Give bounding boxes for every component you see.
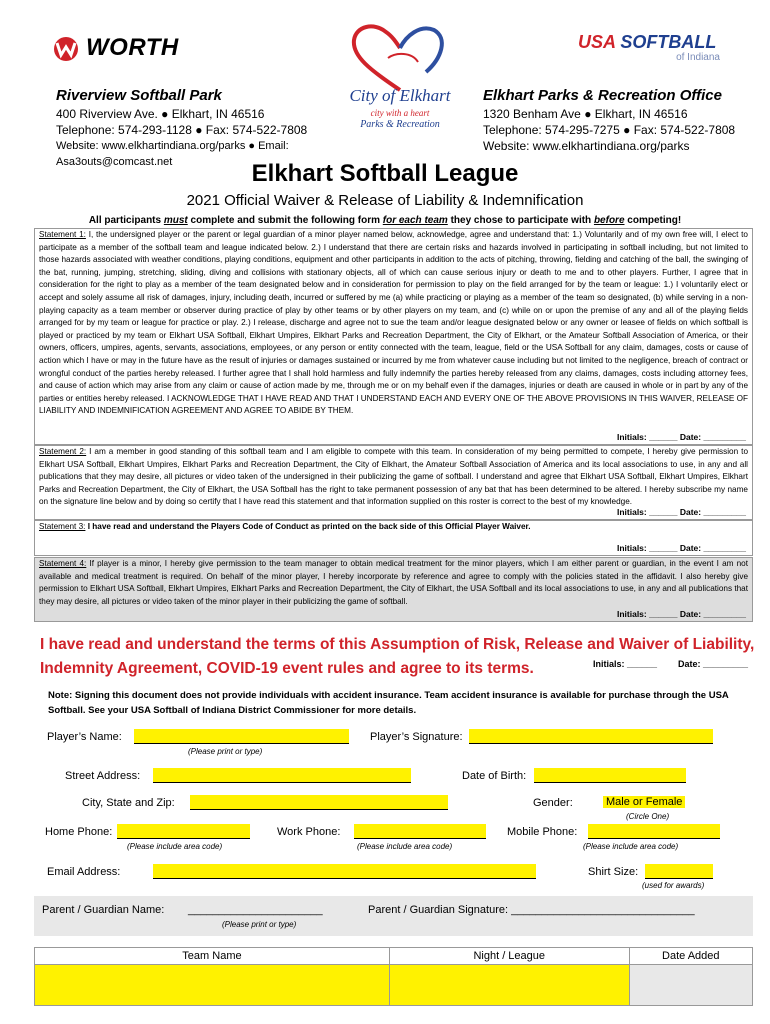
work-phone-label: Work Phone:: [277, 826, 341, 838]
street-address-field[interactable]: [153, 768, 411, 783]
work-phone-field[interactable]: [354, 824, 486, 839]
statement-3-text: I have read and understand the Players Code of Conduct as printed on the back side of this Official Player Waiver.: [85, 522, 531, 531]
parent-signature-field[interactable]: Parent / Guardian Signature: ______________________________: [368, 904, 695, 916]
usa-logo-usa: USA: [578, 32, 616, 52]
page-title: Elkhart Softball League: [251, 160, 519, 187]
agreement-date[interactable]: Date: _________: [678, 659, 749, 669]
statement-3-initials[interactable]: Initials: ______ Date: _________: [616, 543, 746, 554]
worth-w-icon: [52, 36, 84, 62]
insurance-note: Note: Signing this document does not provide individuals with accident insurance. Team accident insurance is available for purchase through the USA Softball. See your USA Softball of Indiana District Commissioner for more details.: [48, 690, 729, 716]
shirt-size-hint: (used for awards): [642, 881, 705, 890]
instr-c: complete and submit the following form: [187, 215, 383, 226]
parent-name-hint: (Please print or type): [222, 920, 297, 929]
agreement-text: [40, 633, 760, 681]
player-signature-field[interactable]: [469, 729, 713, 744]
statement-2: [34, 445, 753, 520]
riverview-address-block: [56, 86, 376, 170]
parks-office-address-block: [483, 86, 763, 154]
worth-logo: [52, 36, 192, 64]
mobile-phone-hint: (Please include area code): [583, 842, 679, 851]
statement-2-initials[interactable]: Initials: ______ Date: _________: [616, 507, 746, 518]
mobile-phone-label: Mobile Phone:: [507, 826, 578, 838]
parks-office-web: Website: www.elkhartindiana.org/parks: [483, 139, 690, 153]
gender-field[interactable]: Male or Female: [603, 796, 685, 808]
statement-4-label: Statement 4:: [39, 559, 87, 568]
mobile-phone-field[interactable]: [588, 824, 720, 839]
home-phone-field[interactable]: [117, 824, 250, 839]
city-logo-title: City of Elkhart: [349, 86, 451, 105]
player-name-label: Player’s Name:: [47, 731, 122, 743]
statement-2-text: I am a member in good standing of this softball team and I am eligible to compete with this team. In consideration of my being permitted to compete, I hereby give permission to Elkhart USA Softball, Elkhart Umpires, Elkhart Parks and Recreation Department, the City of Elkhart, the Amateur Softball Association of America and its local associations to use, in any and all publications that they may desire, all pictures or video taken of the undersigned in their publicizing the game of softball. I understand and agree that Elkhart USA Softball, Elkhart Umpires, Elkhart Parks and Recreation Department, the City of Elkhart, the USA Softball has the right to take permanent possession of any bat that has been determined to be altered. I hereby subscribe my name on the signature line below and by doing so certify that I have read this statement and that information supplied on this roster is correct to the best of my knowledge.: [39, 447, 748, 507]
dob-label: Date of Birth:: [462, 770, 527, 782]
shirt-size-label: Shirt Size:: [588, 866, 639, 878]
instructions: [0, 215, 770, 226]
instr-before: before: [593, 215, 625, 226]
agreement-line-2: Indemnity Agreement, COVID-19 event rules and agree to its terms.: [40, 660, 534, 677]
statement-3-label: Statement 3:: [39, 522, 86, 531]
night-league-header: Night / League: [389, 948, 629, 965]
shirt-size-field[interactable]: [645, 864, 713, 879]
dob-field[interactable]: [534, 768, 686, 783]
worth-logo-text: WORTH: [86, 34, 179, 61]
player-name-field[interactable]: [134, 729, 349, 744]
usa-logo-sub: of Indiana: [676, 52, 720, 63]
instr-a: All participants: [88, 215, 164, 226]
gender-hint: (Circle One): [626, 812, 670, 821]
agreement-line-1: I have read and understand the terms of this Assumption of Risk, Release and Waiver of Liability,: [40, 636, 755, 653]
statement-1-initials[interactable]: Initials: ______ Date: _________: [616, 432, 746, 443]
city-state-zip-field[interactable]: [190, 795, 448, 810]
work-phone-hint: (Please include area code): [357, 842, 453, 851]
team-table-row: [35, 965, 753, 1006]
email-field[interactable]: [153, 864, 536, 879]
riverview-address: 400 Riverview Ave. ● Elkhart, IN 46516: [56, 107, 265, 121]
usa-logo-softball: SOFTBALL: [620, 32, 717, 52]
parent-name-field[interactable]: ______________________: [188, 904, 323, 916]
team-name-cell[interactable]: [35, 965, 390, 1006]
parks-office-name: Elkhart Parks & Recreation Office: [483, 87, 722, 104]
usa-softball-logo: [578, 32, 728, 68]
statement-1-text: I, the undersigned player or the parent or legal guardian of a minor player named below, acknowledge, agree and understand that: 1.) Voluntarily and of my own free will, I elect to participate as a member of the softball team and league indicated below. 2.) I understand that there are certain risks and hazards involved in participating in softball including, but not limited to those hazards associated with weather conditions, playing conditions, equipment and other participants in addition to the acts of pitching, throwing, fielding and catching of the ball, the swinging of the bat, running, jumping, stretching, sliding, diving and collisions with stationary objects, all of which can cause serious injury or death to me and to other players. Further, I agree that in consideration for the right to play as a member of the team designated below and in consideration for permission to play on the field arranged for by the team or league: 1.) I voluntarily elect or accept and solely assume all risk of damages, injury, including death, incurred or suffered by me (a) while practicing or playing as a member of the team so designated, (b) while serving in a non-playing capacity as a team member or observer during practice of play by other teams or by other players on my team, and (c) while on or upon the premise of any and all of the playing fields arranged for by my team or league for practice or play. 2.) I release, discharge and agree not to sue the team and/or league designated below or any owner or leasee of fields on which softball is played or practiced by my team or Elkhart USA Softball, Elkhart Umpires, Elkhart Parks and Recreation Department, the City of Elkhart, or the Amateur Softball Association of America, or their owners, officers, umpires, agents, servants, associations, employees, or any person or entity connected with the team, league, field or the USA Softball for any claim, damages, costs or cause of action which I have or may in the future have as the result of injuries or damages sustained or incurred by me from whatever cause including but not limited to the negligence, breach of contract or wrongful conduct of the parties hereby released. I further agree that I shall hold harmless and fully indemnify the parties hereby released from any claims, damages, costs including attorney fees, and cause of action which may arise from any claim or cause of action made by me, through me or on my behalf even if the damages, injuries or death are caused in whole or in part by any of the parties or entities hereby released. I ACKNOWLEDGE THAT I HAVE READ AND THAT I UNDERSTAND EACH AND EVERY ONE OF THE ABOVE PROVISIONS IN THIS WAIVER, RELEASE OF LIABILITY AND INDEMNIFICATION AGREEMENT AND AGREE TO ABIDE BY THEM.: [39, 230, 748, 416]
instr-g: competing!: [624, 215, 682, 226]
statement-4-initials[interactable]: Initials: ______ Date: _________: [616, 609, 746, 620]
street-address-label: Street Address:: [65, 770, 141, 782]
parent-guardian-row: [34, 896, 753, 936]
player-signature-label: Player’s Signature:: [370, 731, 463, 743]
statement-1: [34, 228, 753, 445]
instr-must: must: [163, 215, 188, 226]
riverview-name: Riverview Softball Park: [56, 87, 222, 104]
team-table: [34, 947, 753, 1006]
riverview-phone: Telephone: 574-293-1128 ● Fax: 574-522-7808: [56, 123, 308, 137]
team-name-header: Team Name: [35, 948, 390, 965]
date-added-cell: [629, 965, 752, 1006]
night-league-cell[interactable]: [389, 965, 629, 1006]
home-phone-label: Home Phone:: [45, 826, 113, 838]
city-logo-dept: Parks & Recreation: [360, 119, 440, 130]
parks-office-phone: Telephone: 574-295-7275 ● Fax: 574-522-7808: [483, 123, 736, 137]
page-subtitle: 2021 Official Waiver & Release of Liability & Indemnification: [186, 192, 584, 209]
instr-e: they chose to participate with: [447, 215, 594, 226]
statement-3: [34, 520, 753, 556]
agreement-initials[interactable]: Initials: ______: [593, 659, 658, 669]
riverview-web: Website: www.elkhartindiana.org/parks ● Email: Asa3outs@comcast.net: [56, 140, 289, 168]
email-label: Email Address:: [47, 866, 121, 878]
statement-4: [34, 557, 753, 622]
instr-each-team: for each team: [382, 215, 448, 226]
home-phone-hint: (Please include area code): [127, 842, 223, 851]
parent-name-label: Parent / Guardian Name:: [42, 904, 165, 916]
city-state-zip-label: City, State and Zip:: [82, 797, 175, 809]
city-logo-tagline: city with a heart: [370, 108, 430, 118]
parks-office-address: 1320 Benham Ave ● Elkhart, IN 46516: [483, 107, 688, 121]
statement-4-text: If player is a minor, I hereby give permission to the team manager to obtain medical treatment for the minor players, which I am either parent or guardian, in the event I am not available and medical treatment is required. On behalf of the minor player, I hereby incorporate by reference and agree to comply with the policies stated in the affidavit. I also hereby give permission to Elkhart USA Softball, Elkhart Umpires, Elkhart Parks and Recreation Department, the City of Elkhart, the USA Softball and its local associations to use, in any and all publications that they may desire, all pictures or video taken of the minor player in their publicizing the game of softball.: [39, 559, 748, 606]
statement-2-label: Statement 2:: [39, 447, 87, 456]
player-name-hint: (Please print or type): [188, 747, 263, 756]
statement-1-label: Statement 1:: [39, 230, 86, 239]
date-added-header: Date Added: [629, 948, 752, 965]
gender-label: Gender:: [533, 797, 573, 809]
team-table-header: [35, 948, 753, 965]
